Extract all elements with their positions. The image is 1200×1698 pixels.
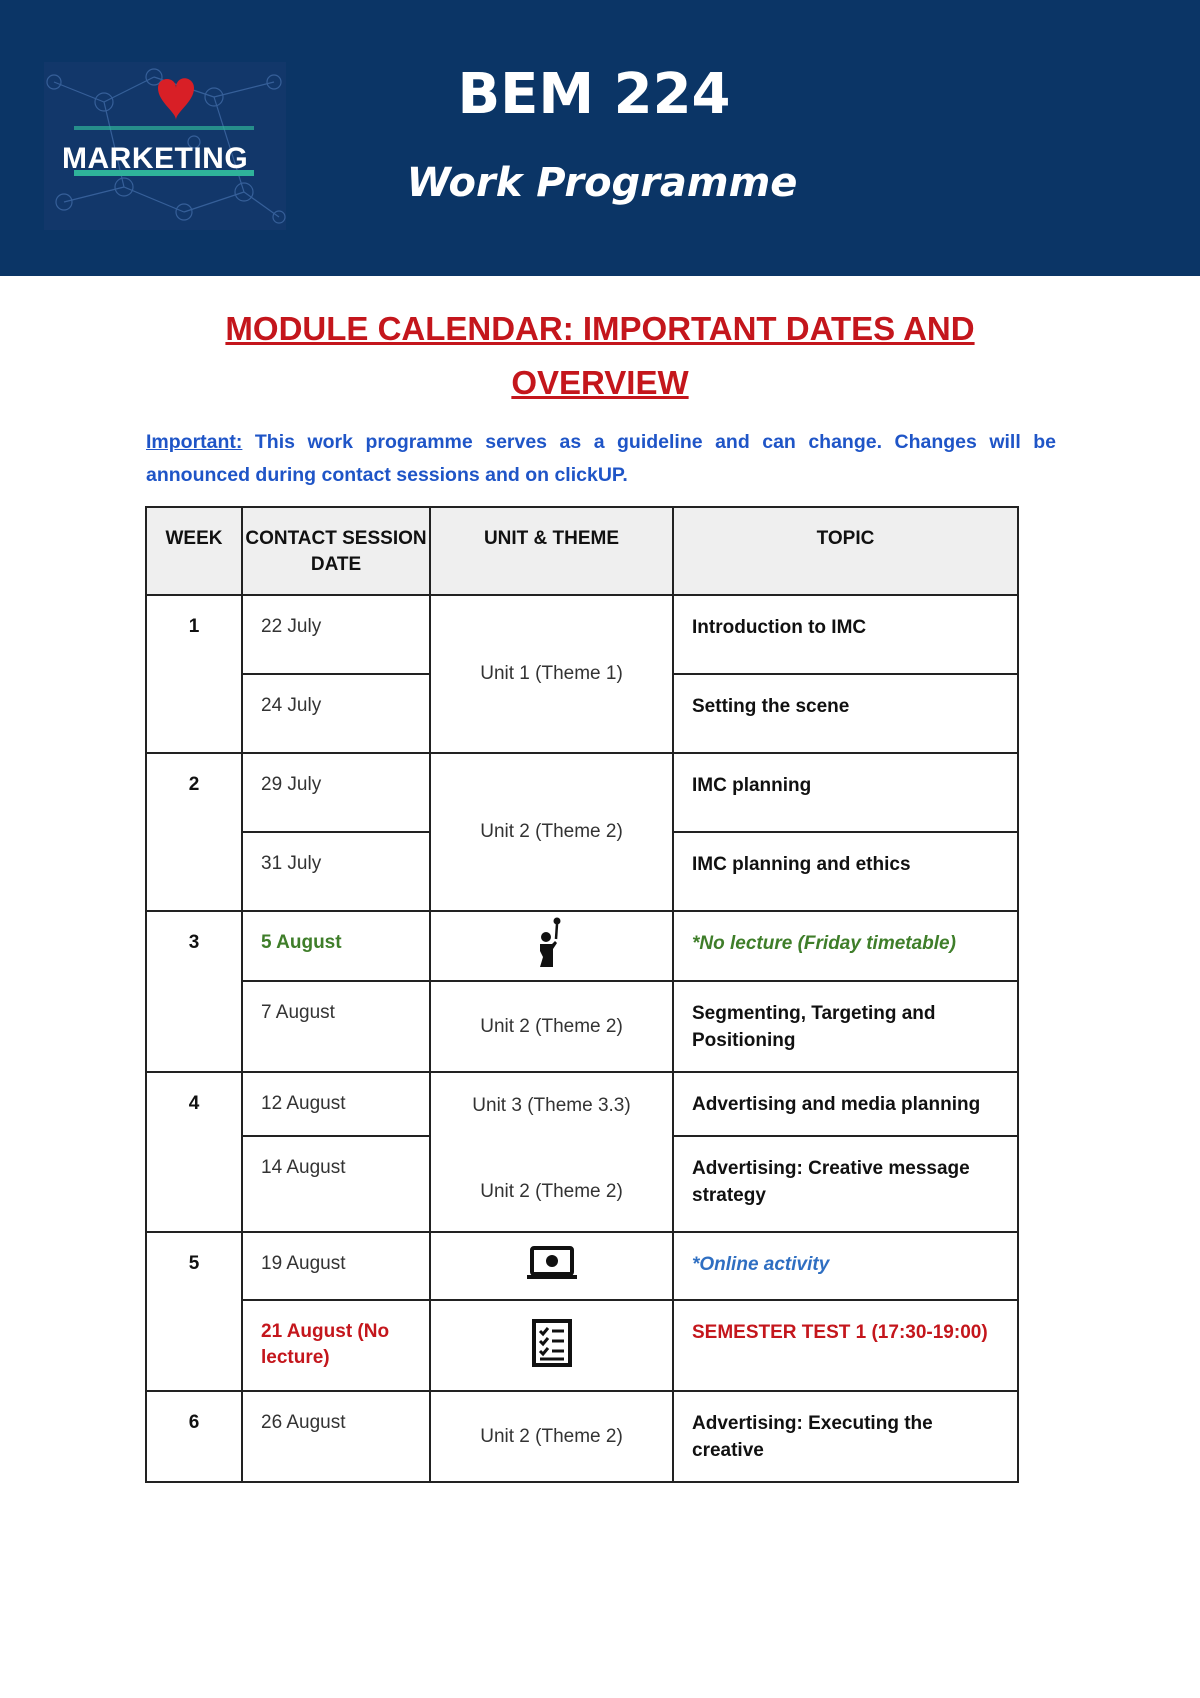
topic-cell: IMC planning and ethics — [673, 832, 1018, 911]
unit-cell-split — [430, 1072, 673, 1232]
unit-icon-cell — [430, 911, 673, 981]
week-cell: 4 — [146, 1072, 242, 1232]
unit-cell: Unit 1 (Theme 1) — [430, 595, 673, 753]
topic-cell: *Online activity — [673, 1232, 1018, 1300]
table-row — [146, 981, 1018, 1072]
topic-cell: Setting the scene — [673, 674, 1018, 753]
laptop-icon — [526, 1245, 578, 1281]
date-cell: 19 August — [242, 1232, 430, 1300]
topic-cell: Advertising: Creative message strategy — [673, 1136, 1018, 1232]
date-cell: 5 August — [242, 911, 430, 981]
header-contact-date: CONTACT SESSION DATE — [242, 507, 430, 595]
week-cell: 3 — [146, 911, 242, 1072]
table-row — [146, 595, 1018, 674]
unit-icon-cell — [430, 1300, 673, 1391]
course-code: BEM 224 — [457, 62, 731, 127]
table-row — [146, 753, 1018, 832]
topic-cell: Advertising: Executing the creative — [673, 1391, 1018, 1482]
note-label: Important: — [146, 431, 243, 453]
unit-label: Unit 2 (Theme 2) — [480, 1181, 623, 1202]
unit-cell: Unit 2 (Theme 2) — [430, 981, 673, 1072]
date-cell: 12 August — [242, 1072, 430, 1136]
unit-cell: Unit 2 (Theme 2) — [430, 753, 673, 911]
header-banner — [0, 0, 1200, 276]
date-cell: 31 July — [242, 832, 430, 911]
page-title: MODULE CALENDAR: IMPORTANT DATES AND OVERVIEW — [225, 310, 975, 401]
header-topic: TOPIC — [673, 507, 1018, 595]
topic-cell: Advertising and media planning — [673, 1072, 1018, 1136]
week-cell: 1 — [146, 595, 242, 753]
page-subtitle: Work Programme — [406, 160, 798, 206]
calendar-table — [145, 506, 1019, 1483]
important-note — [146, 426, 1056, 492]
table-row — [146, 911, 1018, 981]
checklist-icon — [532, 1319, 572, 1367]
unit-cell: Unit 2 (Theme 2) — [430, 1391, 673, 1482]
topic-cell: Introduction to IMC — [673, 595, 1018, 674]
date-cell: 21 August (No lecture) — [242, 1300, 430, 1391]
table-header-row — [146, 507, 1018, 595]
table-row — [146, 1300, 1018, 1391]
date-cell: 29 July — [242, 753, 430, 832]
unit-label: Unit 3 (Theme 3.3) — [472, 1095, 631, 1116]
week-cell: 2 — [146, 753, 242, 911]
table-row — [146, 1391, 1018, 1482]
note-text: This work programme serves as a guideline and can change. Changes will be announced during contact sessions and on clickUP. — [146, 431, 1056, 486]
date-cell: 24 July — [242, 674, 430, 753]
header-unit-theme: UNIT & THEME — [430, 507, 673, 595]
table-row — [146, 1072, 1018, 1136]
holiday-person-icon — [537, 917, 567, 969]
topic-cell: SEMESTER TEST 1 (17:30-19:00) — [673, 1300, 1018, 1391]
date-cell: 7 August — [242, 981, 430, 1072]
logo-text: MARKETING — [62, 142, 249, 175]
date-cell: 22 July — [242, 595, 430, 674]
table-row — [146, 1232, 1018, 1300]
header-week: WEEK — [146, 507, 242, 595]
unit-icon-cell — [430, 1232, 673, 1300]
topic-cell: Segmenting, Targeting and Positioning — [673, 981, 1018, 1072]
date-cell: 26 August — [242, 1391, 430, 1482]
topic-cell: *No lecture (Friday timetable) — [673, 911, 1018, 981]
week-cell: 5 — [146, 1232, 242, 1391]
topic-cell: IMC planning — [673, 753, 1018, 832]
date-cell: 14 August — [242, 1136, 430, 1232]
week-cell: 6 — [146, 1391, 242, 1482]
